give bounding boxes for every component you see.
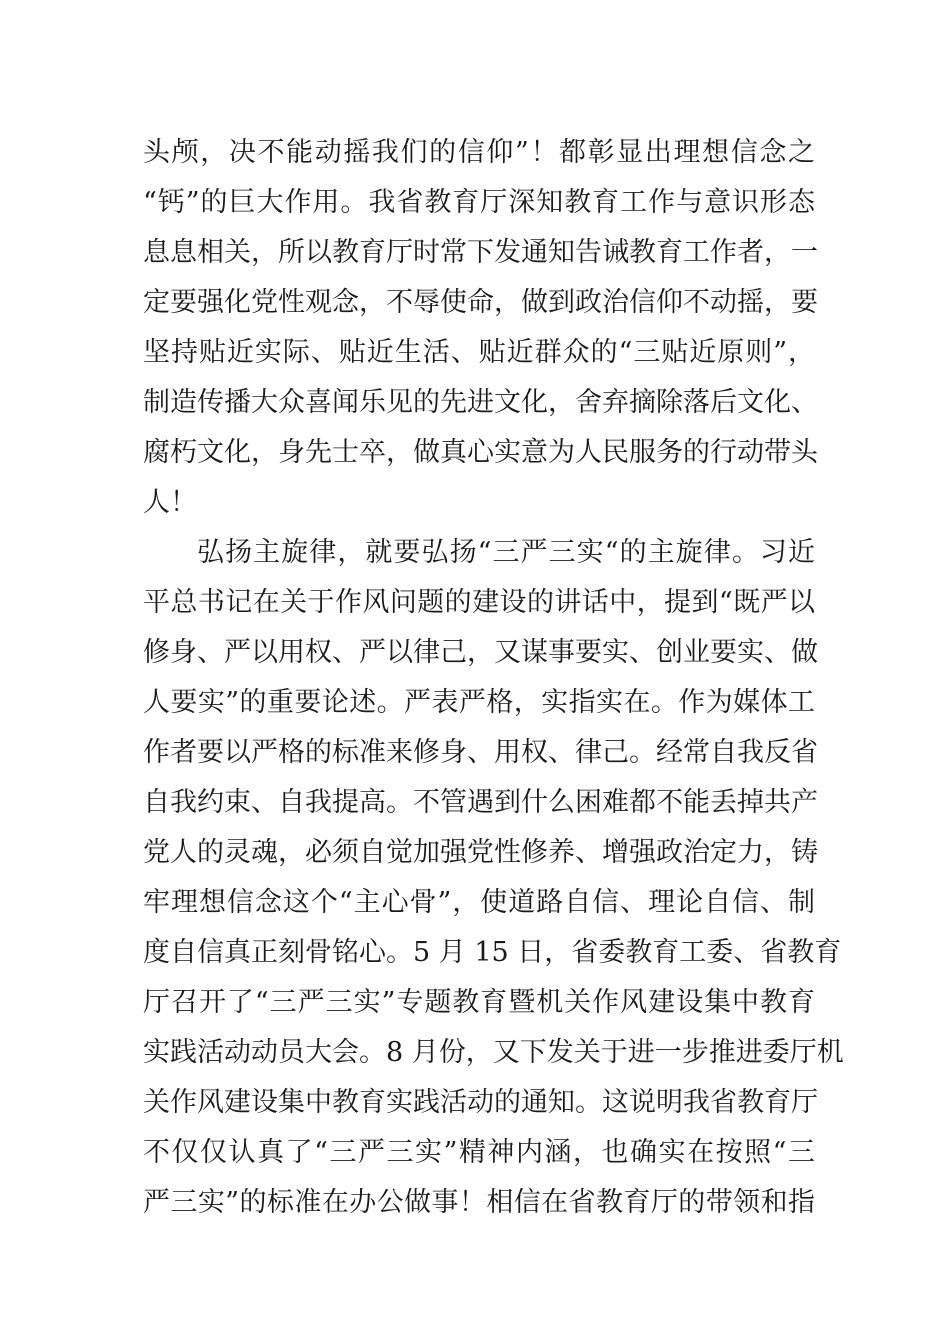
text-line: 腐朽文化，身先士卒，做真心实意为人民服务的行动带头 — [143, 437, 818, 468]
text-line: 牢理想信念这个“主心骨”，使道路自信、理论自信、制 — [143, 887, 815, 918]
text-line: 厅召开了“三严三实”专题教育暨机关作风建设集中教育 — [143, 987, 815, 1018]
text-line: 坚持贴近实际、贴近生活、贴近群众的“三贴近原则”， — [143, 337, 815, 368]
text-line: 度自信真正刻骨铭心。5 月 15 日，省委教育工委、省教育 — [143, 937, 842, 968]
text-line: 作者要以严格的标准来修身、用权、律己。经常自我反省 — [143, 737, 818, 768]
text-line: 修身、严以用权、严以律己，又谋事要实、创业要实、做 — [143, 637, 818, 668]
text-line: 严三实”的标准在办公做事！相信在省教育厅的带领和指 — [143, 1187, 815, 1218]
text-line: “钙”的巨大作用。我省教育厅深知教育工作与意识形态 — [143, 187, 815, 218]
text-line: 自我约束、自我提高。不管遇到什么困难都不能丢掉共产 — [143, 787, 818, 818]
text-line: 平总书记在关于作风问题的建设的讲话中，提到“既严以 — [143, 587, 815, 618]
paragraph-first-line: 弘扬主旋律，就要弘扬“三严三实“的主旋律。习近 — [197, 537, 815, 568]
text-line: 头颅，决不能动摇我们的信仰”！都彰显出理想信念之 — [143, 137, 815, 168]
text-line: 不仅仅认真了“三严三实”精神内涵，也确实在按照“三 — [143, 1137, 815, 1168]
text-line: 制造传播大众喜闻乐见的先进文化，舍弃摘除落后文化、 — [143, 387, 818, 418]
text-line: 定要强化党性观念，不辱使命，做到政治信仰不动摇，要 — [143, 287, 818, 318]
text-line: 人要实”的重要论述。严表严格，实指实在。作为媒体工 — [143, 687, 815, 718]
body-text — [143, 128, 844, 1228]
text-line: 实践活动动员大会。8 月份，又下发关于进一步推进委厅机 — [143, 1037, 844, 1068]
text-line: 党人的灵魂，必须自觉加强党性修养、增强政治定力，铸 — [143, 837, 818, 868]
text-line: 息息相关，所以教育厅时常下发通知告诫教育工作者，一 — [143, 237, 818, 268]
text-line: 人！ — [143, 487, 197, 518]
text-line: 关作风建设集中教育实践活动的通知。这说明我省教育厅 — [143, 1087, 818, 1118]
